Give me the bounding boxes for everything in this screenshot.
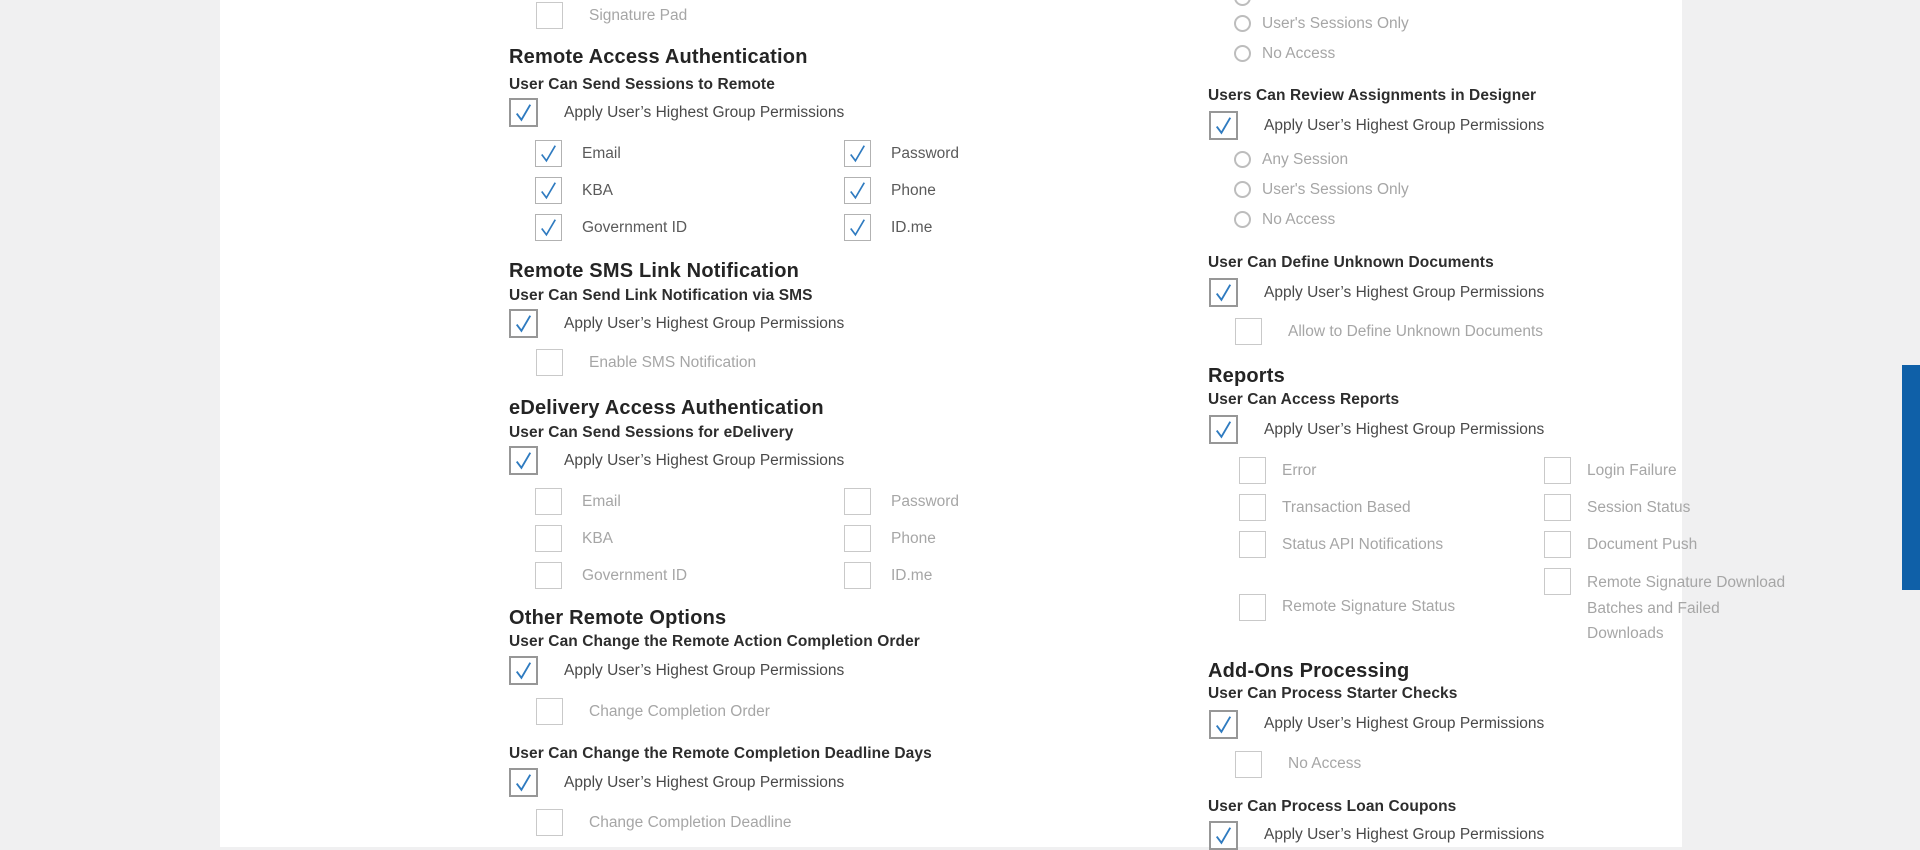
section-title-other-remote: Other Remote Options bbox=[509, 607, 727, 629]
method-label: Password bbox=[891, 144, 960, 162]
checkbox-government-id[interactable] bbox=[535, 214, 562, 241]
checkbox-government-id-edelivery[interactable] bbox=[535, 562, 562, 589]
apply-row-completion-deadline bbox=[509, 768, 1029, 797]
method-label: Government ID bbox=[582, 566, 688, 584]
checkbox-report-remote-signature-download[interactable] bbox=[1544, 568, 1571, 595]
enable-sms-row bbox=[536, 349, 1029, 376]
method-label: Email bbox=[582, 144, 621, 162]
report-row-status-api-notifications bbox=[1239, 531, 1544, 558]
section-title-edelivery: eDelivery Access Authentication bbox=[509, 397, 824, 419]
checkbox-report-remote-signature-status[interactable] bbox=[1239, 594, 1266, 621]
radio-label: User's Sessions Only bbox=[1262, 14, 1409, 32]
method-row-government-id bbox=[535, 214, 844, 241]
checkbox-idme-edelivery[interactable] bbox=[844, 562, 871, 589]
left-column bbox=[509, 0, 1029, 836]
method-label: ID.me bbox=[891, 218, 933, 236]
report-row-login-failure bbox=[1544, 457, 1787, 484]
radio-label: No Access bbox=[1262, 210, 1336, 228]
apply-row-remote-sms bbox=[509, 309, 1029, 338]
radio-label: User's Sessions Only bbox=[1262, 180, 1409, 198]
report-row-remote-signature-status bbox=[1239, 568, 1544, 647]
apply-label: Apply User’s Highest Group Permissions bbox=[1264, 420, 1545, 438]
method-row-idme-edelivery bbox=[844, 562, 1029, 589]
checkbox-apply-remote-access[interactable] bbox=[509, 98, 538, 127]
report-label: Status API Notifications bbox=[1282, 535, 1444, 553]
subsection-starter-checks: User Can Process Starter Checks bbox=[1208, 684, 1458, 702]
checkbox-report-status-api[interactable] bbox=[1239, 531, 1266, 558]
edelivery-methods bbox=[535, 488, 1029, 589]
report-label: Error bbox=[1282, 461, 1317, 479]
change-completion-deadline-label: Change Completion Deadline bbox=[589, 813, 792, 831]
check-icon bbox=[511, 311, 536, 336]
radio-row-users-sessions-only bbox=[1234, 179, 1728, 200]
apply-row-define-unknown bbox=[1209, 278, 1728, 307]
checkbox-apply-define-unknown[interactable] bbox=[1209, 278, 1238, 307]
apply-label: Apply User’s Highest Group Permissions bbox=[1264, 826, 1545, 843]
checkbox-report-document-push[interactable] bbox=[1544, 531, 1571, 558]
apply-row-loan-coupons bbox=[1209, 821, 1728, 850]
subsection-sms-link: User Can Send Link Notification via SMS bbox=[509, 287, 813, 304]
check-icon bbox=[845, 215, 870, 240]
apply-label: Apply User’s Highest Group Permissions bbox=[564, 103, 845, 121]
checkbox-report-login-failure[interactable] bbox=[1544, 457, 1571, 484]
checkbox-apply-completion-order[interactable] bbox=[509, 656, 538, 685]
checkbox-change-completion-deadline[interactable] bbox=[536, 809, 563, 836]
report-row-remote-signature-download bbox=[1544, 568, 1787, 647]
apply-label: Apply User’s Highest Group Permissions bbox=[564, 773, 845, 791]
checkbox-no-access-starter[interactable] bbox=[1235, 751, 1262, 778]
apply-row-starter-checks bbox=[1209, 710, 1728, 739]
check-icon bbox=[1211, 280, 1236, 305]
method-row-password bbox=[844, 140, 1029, 167]
radio-no-access-review[interactable] bbox=[1234, 211, 1251, 228]
radio-label: No Access bbox=[1262, 44, 1336, 62]
apply-row-completion-order bbox=[509, 656, 1029, 685]
report-label: Document Push bbox=[1587, 535, 1698, 553]
check-icon bbox=[845, 141, 870, 166]
apply-row-edelivery bbox=[509, 446, 1029, 475]
radio-label: Any Session bbox=[1262, 150, 1349, 168]
method-label: KBA bbox=[582, 181, 614, 199]
method-row-phone bbox=[844, 177, 1029, 204]
apply-label: Apply User’s Highest Group Permissions bbox=[564, 314, 845, 332]
apply-label: Apply User’s Highest Group Permissions bbox=[564, 661, 845, 679]
check-icon bbox=[1211, 417, 1236, 442]
method-row-email bbox=[535, 140, 844, 167]
radio-row-no-access-top bbox=[1234, 43, 1728, 64]
radio-no-access[interactable] bbox=[1234, 45, 1251, 62]
checkbox-apply-loan-coupons[interactable] bbox=[1209, 821, 1238, 850]
subsection-completion-deadline-days: User Can Change the Remote Completion Deadline Days bbox=[509, 745, 932, 762]
radio-row-users-sessions-only-top bbox=[1234, 13, 1728, 34]
method-label: Phone bbox=[891, 181, 936, 199]
report-row-session-status bbox=[1544, 494, 1787, 521]
checkbox-password[interactable] bbox=[844, 140, 871, 167]
check-icon bbox=[511, 770, 536, 795]
method-label: Email bbox=[582, 492, 621, 510]
check-icon bbox=[536, 178, 561, 203]
apply-row-remote-access bbox=[509, 98, 1029, 127]
method-row-idme bbox=[844, 214, 1029, 241]
checkbox-kba[interactable] bbox=[535, 177, 562, 204]
subsection-edelivery: User Can Send Sessions for eDelivery bbox=[509, 424, 794, 441]
radio-users-sessions-only[interactable] bbox=[1234, 15, 1251, 32]
section-title-remote-access: Remote Access Authentication bbox=[509, 46, 808, 68]
method-row-kba bbox=[535, 177, 844, 204]
content-panel bbox=[220, 0, 1786, 847]
section-title-reports: Reports bbox=[1208, 365, 1285, 387]
report-row-transaction-based bbox=[1239, 494, 1544, 521]
right-column bbox=[1208, 0, 1786, 850]
checkbox-enable-sms[interactable] bbox=[536, 349, 563, 376]
method-row-kba-edelivery bbox=[535, 525, 844, 552]
method-label: Password bbox=[891, 492, 960, 510]
check-icon bbox=[1211, 113, 1236, 138]
apply-label: Apply User’s Highest Group Permissions bbox=[1264, 116, 1545, 134]
checkbox-change-completion-order[interactable] bbox=[536, 698, 563, 725]
checkbox-allow-define-unknown[interactable] bbox=[1235, 318, 1262, 345]
check-icon bbox=[1211, 712, 1236, 737]
subsection-loan-coupons: User Can Process Loan Coupons bbox=[1208, 797, 1457, 815]
checkbox-apply-reports[interactable] bbox=[1209, 415, 1238, 444]
no-access-starter-row bbox=[1235, 751, 1728, 778]
method-row-phone-edelivery bbox=[844, 525, 1029, 552]
checkbox-apply-review-assignments[interactable] bbox=[1209, 111, 1238, 140]
method-row-email-edelivery bbox=[535, 488, 844, 515]
check-icon bbox=[845, 178, 870, 203]
reports-options bbox=[1239, 457, 1786, 647]
checkbox-signature-pad[interactable] bbox=[536, 2, 563, 29]
check-icon bbox=[1211, 823, 1236, 848]
report-label: Login Failure bbox=[1587, 461, 1677, 479]
section-title-addons: Add-Ons Processing bbox=[1208, 659, 1410, 682]
check-icon bbox=[536, 215, 561, 240]
radio-row-any-session bbox=[1234, 149, 1728, 170]
scrollbar-thumb[interactable] bbox=[1902, 365, 1920, 590]
subsection-action-completion-order: User Can Change the Remote Action Completion Order bbox=[509, 633, 920, 650]
enable-sms-label: Enable SMS Notification bbox=[589, 353, 757, 371]
method-label: KBA bbox=[582, 529, 614, 547]
method-label: ID.me bbox=[891, 566, 933, 584]
checkbox-kba-edelivery[interactable] bbox=[535, 525, 562, 552]
check-icon bbox=[536, 141, 561, 166]
report-row-error bbox=[1239, 457, 1544, 484]
radio-partial-top[interactable] bbox=[1234, 0, 1251, 6]
signature-pad-label: Signature Pad bbox=[589, 6, 688, 24]
checkbox-report-error[interactable] bbox=[1239, 457, 1266, 484]
no-access-starter-label: No Access bbox=[1288, 755, 1362, 772]
check-icon bbox=[511, 658, 536, 683]
report-label: Remote Signature Download Batches and Failed Downloads bbox=[1587, 574, 1786, 642]
checkbox-phone[interactable] bbox=[844, 177, 871, 204]
change-completion-order-label: Change Completion Order bbox=[589, 702, 770, 720]
remote-access-methods bbox=[535, 140, 1029, 241]
checkbox-idme[interactable] bbox=[844, 214, 871, 241]
checkbox-apply-edelivery[interactable] bbox=[509, 446, 538, 475]
allow-define-unknown-row bbox=[1235, 318, 1728, 345]
subsection-access-reports: User Can Access Reports bbox=[1208, 391, 1400, 408]
checkbox-password-edelivery[interactable] bbox=[844, 488, 871, 515]
method-row-password-edelivery bbox=[844, 488, 1029, 515]
signature-pad-row bbox=[536, 2, 1029, 29]
checkbox-apply-remote-sms[interactable] bbox=[509, 309, 538, 338]
subsection-define-unknown-documents: User Can Define Unknown Documents bbox=[1208, 254, 1494, 271]
radio-any-session[interactable] bbox=[1234, 151, 1251, 168]
apply-label: Apply User’s Highest Group Permissions bbox=[1264, 715, 1545, 732]
subsection-send-sessions-remote: User Can Send Sessions to Remote bbox=[509, 76, 775, 93]
apply-label: Apply User’s Highest Group Permissions bbox=[1264, 283, 1545, 301]
radio-row-no-access-review bbox=[1234, 209, 1728, 230]
method-label: Phone bbox=[891, 529, 936, 547]
report-label: Remote Signature Status bbox=[1282, 598, 1456, 616]
method-label: Government ID bbox=[582, 218, 688, 236]
checkbox-email[interactable] bbox=[535, 140, 562, 167]
checkbox-phone-edelivery[interactable] bbox=[844, 525, 871, 552]
report-label: Session Status bbox=[1587, 498, 1691, 516]
checkbox-apply-completion-deadline[interactable] bbox=[509, 768, 538, 797]
check-icon bbox=[511, 448, 536, 473]
checkbox-email-edelivery[interactable] bbox=[535, 488, 562, 515]
apply-row-review-assignments bbox=[1209, 111, 1728, 140]
checkbox-apply-starter-checks[interactable] bbox=[1209, 710, 1238, 739]
subsection-review-assignments: Users Can Review Assignments in Designer bbox=[1208, 87, 1537, 104]
apply-row-reports bbox=[1209, 415, 1728, 444]
section-title-remote-sms: Remote SMS Link Notification bbox=[509, 260, 800, 282]
apply-label: Apply User’s Highest Group Permissions bbox=[564, 451, 845, 469]
report-label: Transaction Based bbox=[1282, 498, 1411, 516]
change-completion-order-row bbox=[536, 698, 1029, 725]
allow-define-unknown-label: Allow to Define Unknown Documents bbox=[1288, 322, 1544, 340]
checkbox-report-session-status[interactable] bbox=[1544, 494, 1571, 521]
radio-users-sessions-only-review[interactable] bbox=[1234, 181, 1251, 198]
change-completion-deadline-row bbox=[536, 809, 1029, 836]
check-icon bbox=[511, 100, 536, 125]
report-row-document-push bbox=[1544, 531, 1787, 558]
method-row-government-id-edelivery bbox=[535, 562, 844, 589]
checkbox-report-transaction-based[interactable] bbox=[1239, 494, 1266, 521]
